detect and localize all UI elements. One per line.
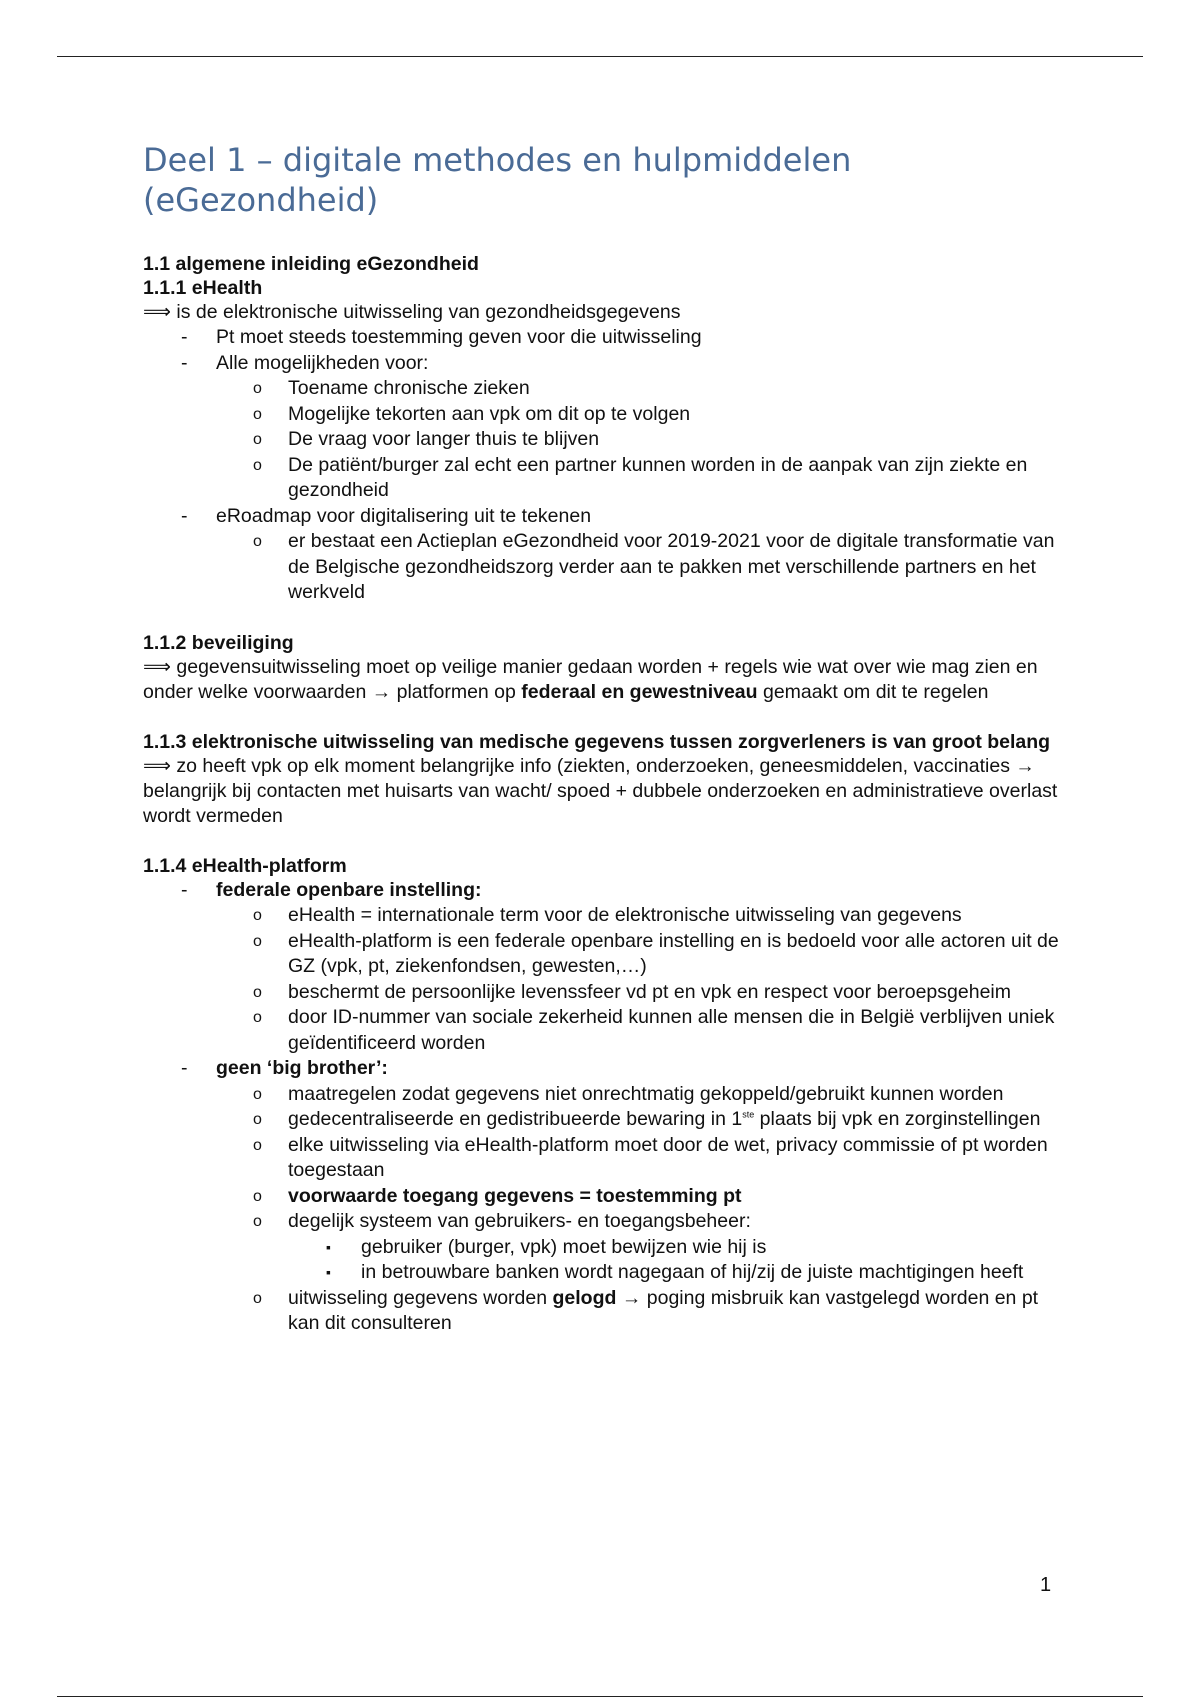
dash-marker: - xyxy=(181,326,188,348)
paragraph: ⟹ zo heeft vpk op elk moment belangrijke info (ziekten, onderzoeken, geneesmiddelen, vaccinaties → belangrijk bij contacten met huisarts van wacht/ spoed + dubbele onderzoeken en administratieve overlast wordt vermeden xyxy=(143,754,1058,827)
sub-list-item: o De patiënt/burger zal echt een partner kunnen worden in de aanpak van zijn ziekte en gezondheid xyxy=(253,453,1028,501)
document-title: Deel 1 – digitale methodes en hulpmiddelen (eGezondheid) xyxy=(143,141,852,219)
dash-marker: - xyxy=(181,504,188,527)
circle-marker: o xyxy=(253,1136,262,1154)
bullet-list xyxy=(143,325,1063,606)
implication-arrow-icon: ⟹ xyxy=(143,655,171,678)
circle-marker: o xyxy=(253,932,262,950)
dash-marker: - xyxy=(181,1057,188,1079)
circle-marker: o xyxy=(253,1111,262,1128)
circle-marker: o xyxy=(253,380,262,397)
list-item: - geen ‘big brother’: o maatregelen zodat gegevens niet onrechtmatig gekoppeld/gebruikt kunnen worden o gedecentraliseerde en gedistribueerde bewaring in 1ste plaats bij vpk en zorginstellingen o elke uitwisseling via eHealth-platform moet door de wet, privacy commissie of pt worden toegestaan o voorwaarde toegang gegevens = toestemming pt o degelijk systeem van gebruikers- en toegangsbeheer: ▪ gebruiker (burger, vpk) moet bewijzen wie hij is ▪ in betrouwbare banken wordt nagegaan of hij/zij de juiste machtigingen heeft o uitwisseling gegevens worden gelogd → poging misbruik kan vastgelegd worden en pt kan dit consulteren xyxy=(143,1056,1063,1337)
list-item: - federale openbare instelling: o eHealth = internationale term voor de elektronische uitwisseling van gegevens o eHealth-platform is een federale openbare instelling en is bedoeld voor alle actoren uit de GZ (vpk, pt, ziekenfondsen, gewesten,…) o beschermt de persoonlijke levenssfeer vd pt en vpk en respect voor beroepsgeheim o door ID-nummer van sociale zekerheid kunnen alle mensen die in België verblijven uniek geïdentificeerd worden xyxy=(143,878,1063,1057)
circle-marker: o xyxy=(253,1187,262,1205)
sub-list-item: o eHealth = internationale term voor de elektronische uitwisseling van gegevens xyxy=(143,903,1063,929)
implication-arrow-icon: ⟹ xyxy=(143,301,171,323)
square-marker: ▪ xyxy=(326,1264,331,1280)
circle-marker: o xyxy=(253,1009,262,1026)
circle-marker: o xyxy=(253,983,262,1001)
dash-marker: - xyxy=(181,351,188,374)
sub-list-item: o voorwaarde toegang gegevens = toestemming pt xyxy=(143,1184,1063,1210)
list-item: - eRoadmap voor digitalisering uit te tekenen o er bestaat een Actieplan eGezondheid voor 2019-2021 voor de digitale transformatie van de Belgische gezondheidszorg verder aan te pakken met verschillende partners en het werkveld xyxy=(143,504,1063,606)
sub-list-item: o gedecentraliseerde en gedistribueerde bewaring in 1ste plaats bij vpk en zorginstellingen xyxy=(143,1107,1063,1133)
section-heading-1-1-1: 1.1.1 eHealth xyxy=(143,277,263,299)
header-rule xyxy=(57,56,1143,57)
document-body xyxy=(143,140,1063,1337)
circle-marker: o xyxy=(253,1213,262,1230)
circle-marker: o xyxy=(253,1289,262,1307)
list-item: - Alle mogelijkheden voor: o Toename chronische zieken o Mogelijke tekorten aan vpk om dit op te volgen o De vraag voor langer thuis te blijven o De patiënt/burger zal echt een partner kunnen worden in de aanpak van zijn ziekte en gezondheid xyxy=(143,351,1063,504)
sub-list-item: o eHealth-platform is een federale openbare instelling en is bedoeld voor alle actoren uit de GZ (vpk, pt, ziekenfondsen, gewesten,…) xyxy=(253,929,1059,977)
sub-list-item: o uitwisseling gegevens worden gelogd → poging misbruik kan vastgelegd worden en pt kan dit consulteren xyxy=(253,1286,1039,1334)
circle-marker: o xyxy=(253,431,262,448)
section-heading-1-1-2: 1.1.2 beveiliging xyxy=(143,631,294,654)
section-heading-1-1-3: 1.1.3 elektronische uitwisseling van medische gegevens tussen zorgverleners is van groot belang xyxy=(143,730,1051,753)
sub-sub-list-item: ▪ in betrouwbare banken wordt nagegaan of hij/zij de juiste machtigingen heeft xyxy=(143,1260,1063,1286)
circle-marker: o xyxy=(253,533,262,550)
sub-sub-list-item: ▪ gebruiker (burger, vpk) moet bewijzen wie hij is xyxy=(143,1235,1063,1261)
sub-list xyxy=(216,376,1063,504)
dash-marker: - xyxy=(181,878,188,901)
sub-list-item: o door ID-nummer van sociale zekerheid kunnen alle mensen die in België verblijven uniek geïdentificeerd worden xyxy=(253,1006,1055,1054)
sub-list-item: o degelijk systeem van gebruikers- en toegangsbeheer: ▪ gebruiker (burger, vpk) moet bewijzen wie hij is ▪ in betrouwbare banken wordt nagegaan of hij/zij de juiste machtigingen heeft xyxy=(143,1209,1063,1286)
lead-paragraph: ⟹ is de elektronische uitwisseling van gezondheidsgegevens xyxy=(143,301,681,323)
paragraph: ⟹ gegevensuitwisseling moet op veilige manier gedaan worden + regels wie wat over wie mag zien en onder welke voorwaarden → platformen op federaal en gewestniveau gemaakt om dit te regelen xyxy=(143,655,1038,703)
page-number: 1 xyxy=(1040,1574,1052,1596)
implication-arrow-icon: ⟹ xyxy=(143,754,171,777)
sub-list xyxy=(216,1082,1063,1337)
sub-list-item: o maatregelen zodat gegevens niet onrechtmatig gekoppeld/gebruikt kunnen worden xyxy=(143,1082,1063,1108)
circle-marker: o xyxy=(253,405,262,423)
circle-marker: o xyxy=(253,456,262,474)
sub-list-item: o beschermt de persoonlijke levenssfeer vd pt en vpk en respect voor beroepsgeheim xyxy=(143,980,1063,1006)
circle-marker: o xyxy=(253,1085,262,1103)
sub-list-item: o Mogelijke tekorten aan vpk om dit op te volgen xyxy=(143,402,1063,428)
bullet-list xyxy=(143,878,1063,1337)
footer-rule xyxy=(57,1696,1143,1697)
sub-sub-list xyxy=(288,1235,1063,1286)
section-heading-1-1-4: 1.1.4 eHealth-platform xyxy=(143,854,347,877)
sub-list xyxy=(216,529,1063,606)
sub-list-item: o elke uitwisseling via eHealth-platform moet door de wet, privacy commissie of pt worden toegestaan xyxy=(253,1133,1048,1181)
sub-list xyxy=(216,903,1063,1056)
sub-list-item: o Toename chronische zieken xyxy=(143,376,1063,402)
list-item: - Pt moet steeds toestemming geven voor die uitwisseling xyxy=(143,325,1063,351)
section-heading-1-1: 1.1 algemene inleiding eGezondheid xyxy=(143,253,479,275)
square-marker: ▪ xyxy=(326,1238,331,1255)
sub-list-item: o De vraag voor langer thuis te blijven xyxy=(143,427,1063,453)
sub-list-item: o er bestaat een Actieplan eGezondheid voor 2019-2021 voor de digitale transformatie van de Belgische gezondheidszorg verder aan te pakken met verschillende partners en het werkveld xyxy=(253,530,1055,603)
circle-marker: o xyxy=(253,907,262,924)
